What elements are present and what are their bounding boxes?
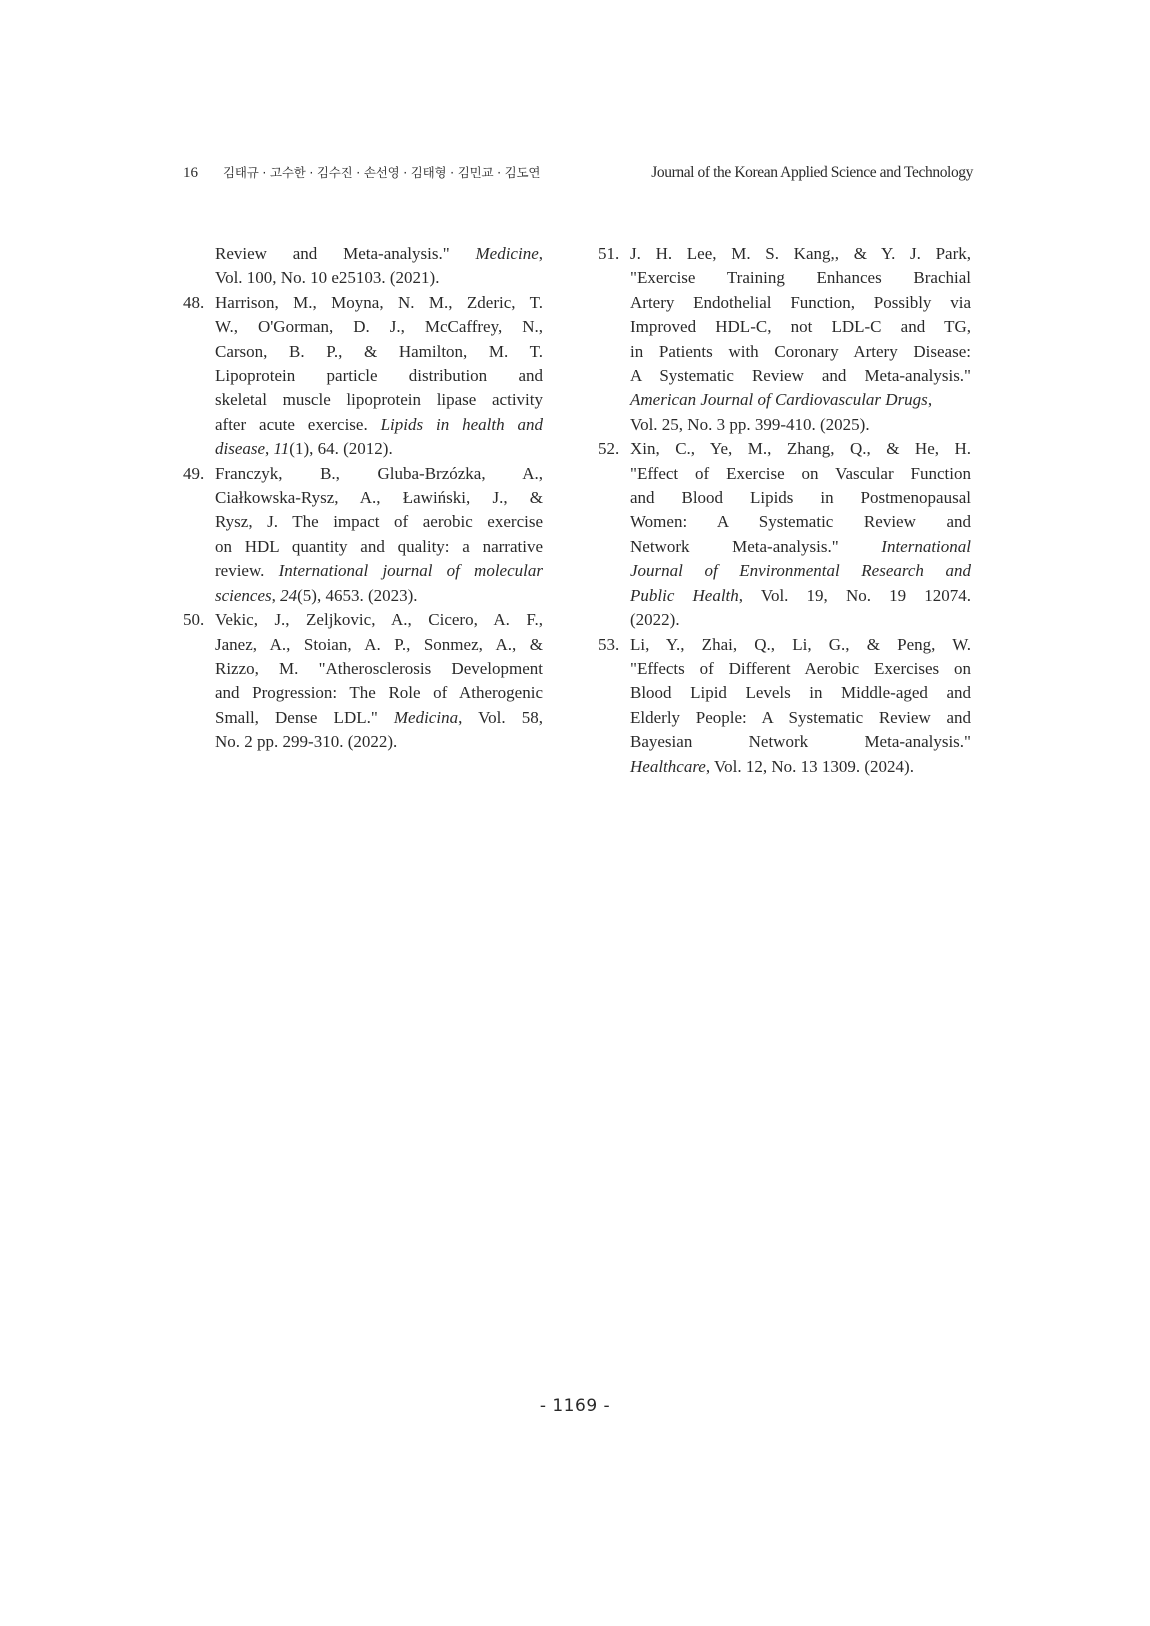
reference-line: Elderly People: A Systematic Review and <box>630 707 971 727</box>
reference-line: American Journal of Cardiovascular Drugs, <box>630 390 933 410</box>
reference-line: Xin, C., Ye, M., Zhang, Q., & He, H. <box>630 439 971 459</box>
reference-line: Review and Meta-analysis." Medicine, <box>215 244 543 263</box>
reference-48 <box>183 291 543 462</box>
reference-line: Public Health, Vol. 19, No. 19 12074. <box>630 585 971 605</box>
journal-name: Medicina <box>393 707 459 727</box>
reference-49 <box>183 462 543 608</box>
reference-47-continuation <box>183 242 543 291</box>
reference-line: in Patients with Coronary Artery Disease: <box>630 341 971 361</box>
references-left-column <box>183 242 543 755</box>
reference-line: Harrison, M., Moyna, N. M., Zderic, T. <box>215 292 543 312</box>
reference-number: 52. <box>598 439 620 459</box>
reference-line: and Blood Lipids in Postmenopausal <box>630 488 971 508</box>
reference-line: disease, 11(1), 64. (2012). <box>215 439 393 459</box>
journal-name: Healthcare <box>630 756 706 776</box>
reference-line: Rysz, J. The impact of aerobic exercise <box>215 512 543 532</box>
reference-52 <box>598 437 971 632</box>
reference-line: review. International journal of molecular <box>215 561 543 581</box>
reference-line: Li, Y., Zhai, Q., Li, G., & Peng, W. <box>630 634 971 654</box>
reference-line: "Effect of Exercise on Vascular Function <box>630 463 971 483</box>
reference-line: Women: A Systematic Review and <box>630 512 971 532</box>
reference-line: No. 2 pp. 299-310. (2022). <box>215 732 398 752</box>
reference-line: "Exercise Training Enhances Brachial <box>630 268 971 288</box>
page-footer-number: - 1169 - <box>539 1396 611 1416</box>
reference-line: Small, Dense LDL." Medicina, Vol. 58, <box>215 707 543 727</box>
references-right-column <box>598 242 971 779</box>
reference-line: Journal of Environmental Research and <box>630 561 971 581</box>
reference-line: Ciałkowska-Rysz, A., Ławiński, J., & <box>215 488 543 508</box>
reference-line: Bayesian Network Meta-analysis." <box>630 732 971 752</box>
journal-name: American Journal of Cardiovascular Drugs <box>630 390 928 410</box>
reference-line: J. H. Lee, M. S. Kang,, & Y. J. Park, <box>630 244 971 263</box>
running-header <box>183 160 973 186</box>
reference-51 <box>598 242 971 437</box>
header-authors: 김태규 · 고수한 · 김수진 · 손선영 · 김태형 · 김민교 · 김도연 <box>223 165 541 180</box>
reference-line: Healthcare, Vol. 12, No. 13 1309. (2024). <box>630 756 914 776</box>
reference-line: W., O'Gorman, D. J., McCaffrey, N., <box>215 317 543 337</box>
reference-50 <box>183 608 543 754</box>
reference-line: Vol. 100, No. 10 e25103. (2021). <box>215 268 440 288</box>
reference-line: Franczyk, B., Gluba-Brzózka, A., <box>215 463 543 483</box>
reference-line: Rizzo, M. "Atherosclerosis Development <box>215 658 543 678</box>
header-journal-title: Journal of the Korean Applied Science and Technology <box>651 164 973 181</box>
reference-line: Network Meta-analysis." International <box>630 536 971 556</box>
journal-name: International journal of molecular <box>278 561 543 581</box>
journal-name: Lipids in health and <box>380 414 543 434</box>
reference-line: "Effects of Different Aerobic Exercises on <box>630 658 971 678</box>
header-page-number: 16 <box>183 165 198 181</box>
reference-line: Vekic, J., Zeljkovic, A., Cicero, A. F., <box>215 610 543 630</box>
reference-line: Vol. 25, No. 3 pp. 399-410. (2025). <box>630 414 870 434</box>
reference-number: 49. <box>183 463 205 483</box>
reference-line: on HDL quantity and quality: a narrative <box>215 536 543 556</box>
reference-line: Artery Endothelial Function, Possibly via <box>630 292 971 312</box>
journal-name: International <box>881 536 971 556</box>
reference-line: (2022). <box>630 610 680 630</box>
reference-line: Janez, A., Stoian, A. P., Sonmez, A., & <box>215 634 543 654</box>
reference-number: 50. <box>183 610 205 630</box>
reference-line: skeletal muscle lipoprotein lipase activity <box>215 390 543 410</box>
reference-line: Blood Lipid Levels in Middle-aged and <box>630 683 971 703</box>
reference-line: Improved HDL-C, not LDL-C and TG, <box>630 317 971 337</box>
reference-number: 53. <box>598 634 620 654</box>
reference-53 <box>598 633 971 779</box>
reference-line: and Progression: The Role of Atherogenic <box>215 683 543 703</box>
reference-number: 51. <box>598 244 620 263</box>
reference-line: sciences, 24(5), 4653. (2023). <box>215 585 418 605</box>
reference-line: after acute exercise. Lipids in health and <box>215 414 543 434</box>
reference-line: Lipoprotein particle distribution and <box>215 366 543 386</box>
reference-number: 48. <box>183 292 205 312</box>
reference-line: A Systematic Review and Meta-analysis." <box>630 366 971 386</box>
reference-line: Carson, B. P., & Hamilton, M. T. <box>215 341 543 361</box>
